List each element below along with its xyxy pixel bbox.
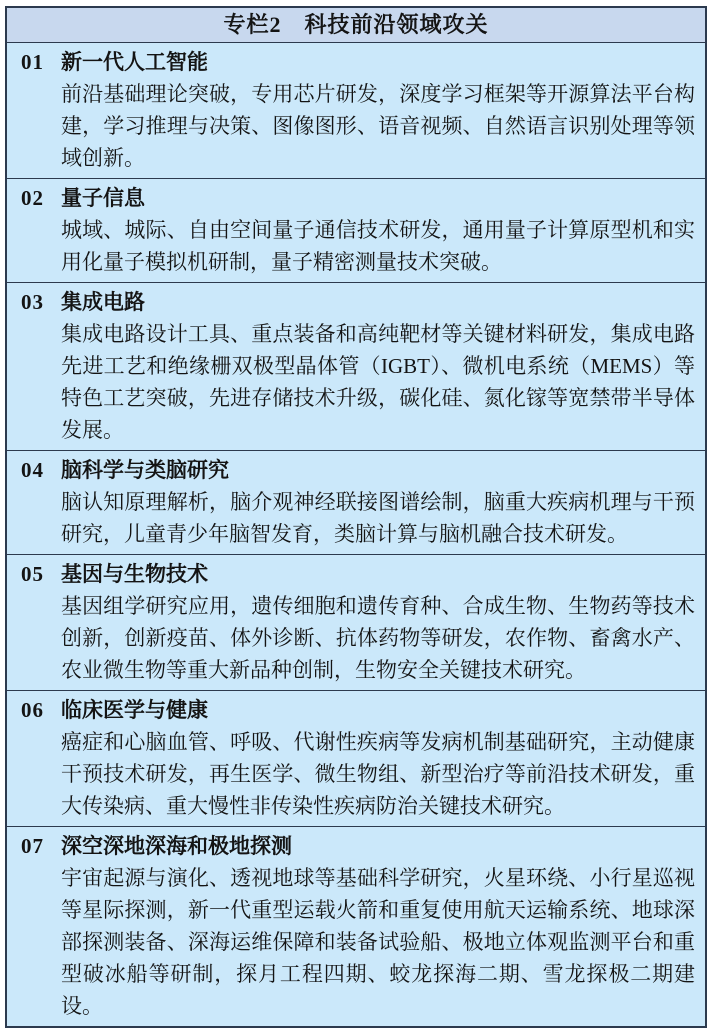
section-head bbox=[21, 454, 695, 486]
section-title: 深空深地深海和极地探测 bbox=[61, 834, 292, 858]
section-list bbox=[7, 42, 705, 1026]
section-number: 02 bbox=[21, 186, 44, 210]
section-row bbox=[7, 826, 705, 1026]
section-title: 临床医学与健康 bbox=[61, 698, 208, 722]
section-row bbox=[7, 282, 705, 450]
section-row bbox=[7, 178, 705, 282]
section-head bbox=[21, 830, 695, 862]
panel-title: 专栏2 科技前沿领域攻关 bbox=[7, 8, 705, 42]
section-title: 脑科学与类脑研究 bbox=[61, 458, 229, 482]
section-number: 01 bbox=[21, 50, 44, 74]
section-description: 前沿基础理论突破，专用芯片研发，深度学习框架等开源算法平台构建，学习推理与决策、图像图形、语音视频、自然语言识别处理等领域创新。 bbox=[61, 82, 695, 170]
section-head bbox=[21, 558, 695, 590]
section-title: 基因与生物技术 bbox=[61, 562, 208, 586]
section-description: 癌症和心脑血管、呼吸、代谢性疾病等发病机制基础研究，主动健康干预技术研发，再生医学、微生物组、新型治疗等前沿技术研发，重大传染病、重大慢性非传染性疾病防治关键技术研究。 bbox=[61, 730, 695, 818]
section-description: 集成电路设计工具、重点装备和高纯靶材等关键材料研发，集成电路先进工艺和绝缘栅双极型晶体管（IGBT）、微机电系统（MEMS）等特色工艺突破，先进存储技术升级，碳化硅、氮化镓等宽禁带半导体发展。 bbox=[61, 322, 695, 442]
section-row bbox=[7, 42, 705, 178]
section-number: 03 bbox=[21, 290, 44, 314]
section-number: 07 bbox=[21, 834, 44, 858]
section-title: 新一代人工智能 bbox=[61, 50, 208, 74]
section-number: 04 bbox=[21, 458, 44, 482]
section-row bbox=[7, 690, 705, 826]
section-number: 06 bbox=[21, 698, 44, 722]
section-description: 城域、城际、自由空间量子通信技术研发，通用量子计算原型机和实用化量子模拟机研制，量子精密测量技术突破。 bbox=[61, 218, 695, 274]
section-head bbox=[21, 694, 695, 726]
section-description: 基因组学研究应用，遗传细胞和遗传育种、合成生物、生物药等技术创新，创新疫苗、体外诊断、抗体药物等研发，农作物、畜禽水产、农业微生物等重大新品种创制，生物安全关键技术研究。 bbox=[61, 594, 695, 682]
section-head bbox=[21, 46, 695, 78]
boxed-column-panel bbox=[5, 6, 707, 1028]
section-description: 宇宙起源与演化、透视地球等基础科学研究，火星环绕、小行星巡视等星际探测，新一代重型运载火箭和重复使用航天运输系统、地球深部探测装备、深海运维保障和装备试验船、极地立体观监测平台和重型破冰船等研制，探月工程四期、蛟龙探海二期、雪龙探极二期建设。 bbox=[61, 866, 695, 1018]
section-head bbox=[21, 182, 695, 214]
section-title: 量子信息 bbox=[61, 186, 145, 210]
section-head bbox=[21, 286, 695, 318]
section-number: 05 bbox=[21, 562, 44, 586]
section-row bbox=[7, 450, 705, 554]
section-description: 脑认知原理解析，脑介观神经联接图谱绘制，脑重大疾病机理与干预研究，儿童青少年脑智发育，类脑计算与脑机融合技术研发。 bbox=[61, 490, 695, 546]
section-title: 集成电路 bbox=[61, 290, 145, 314]
section-row bbox=[7, 554, 705, 690]
